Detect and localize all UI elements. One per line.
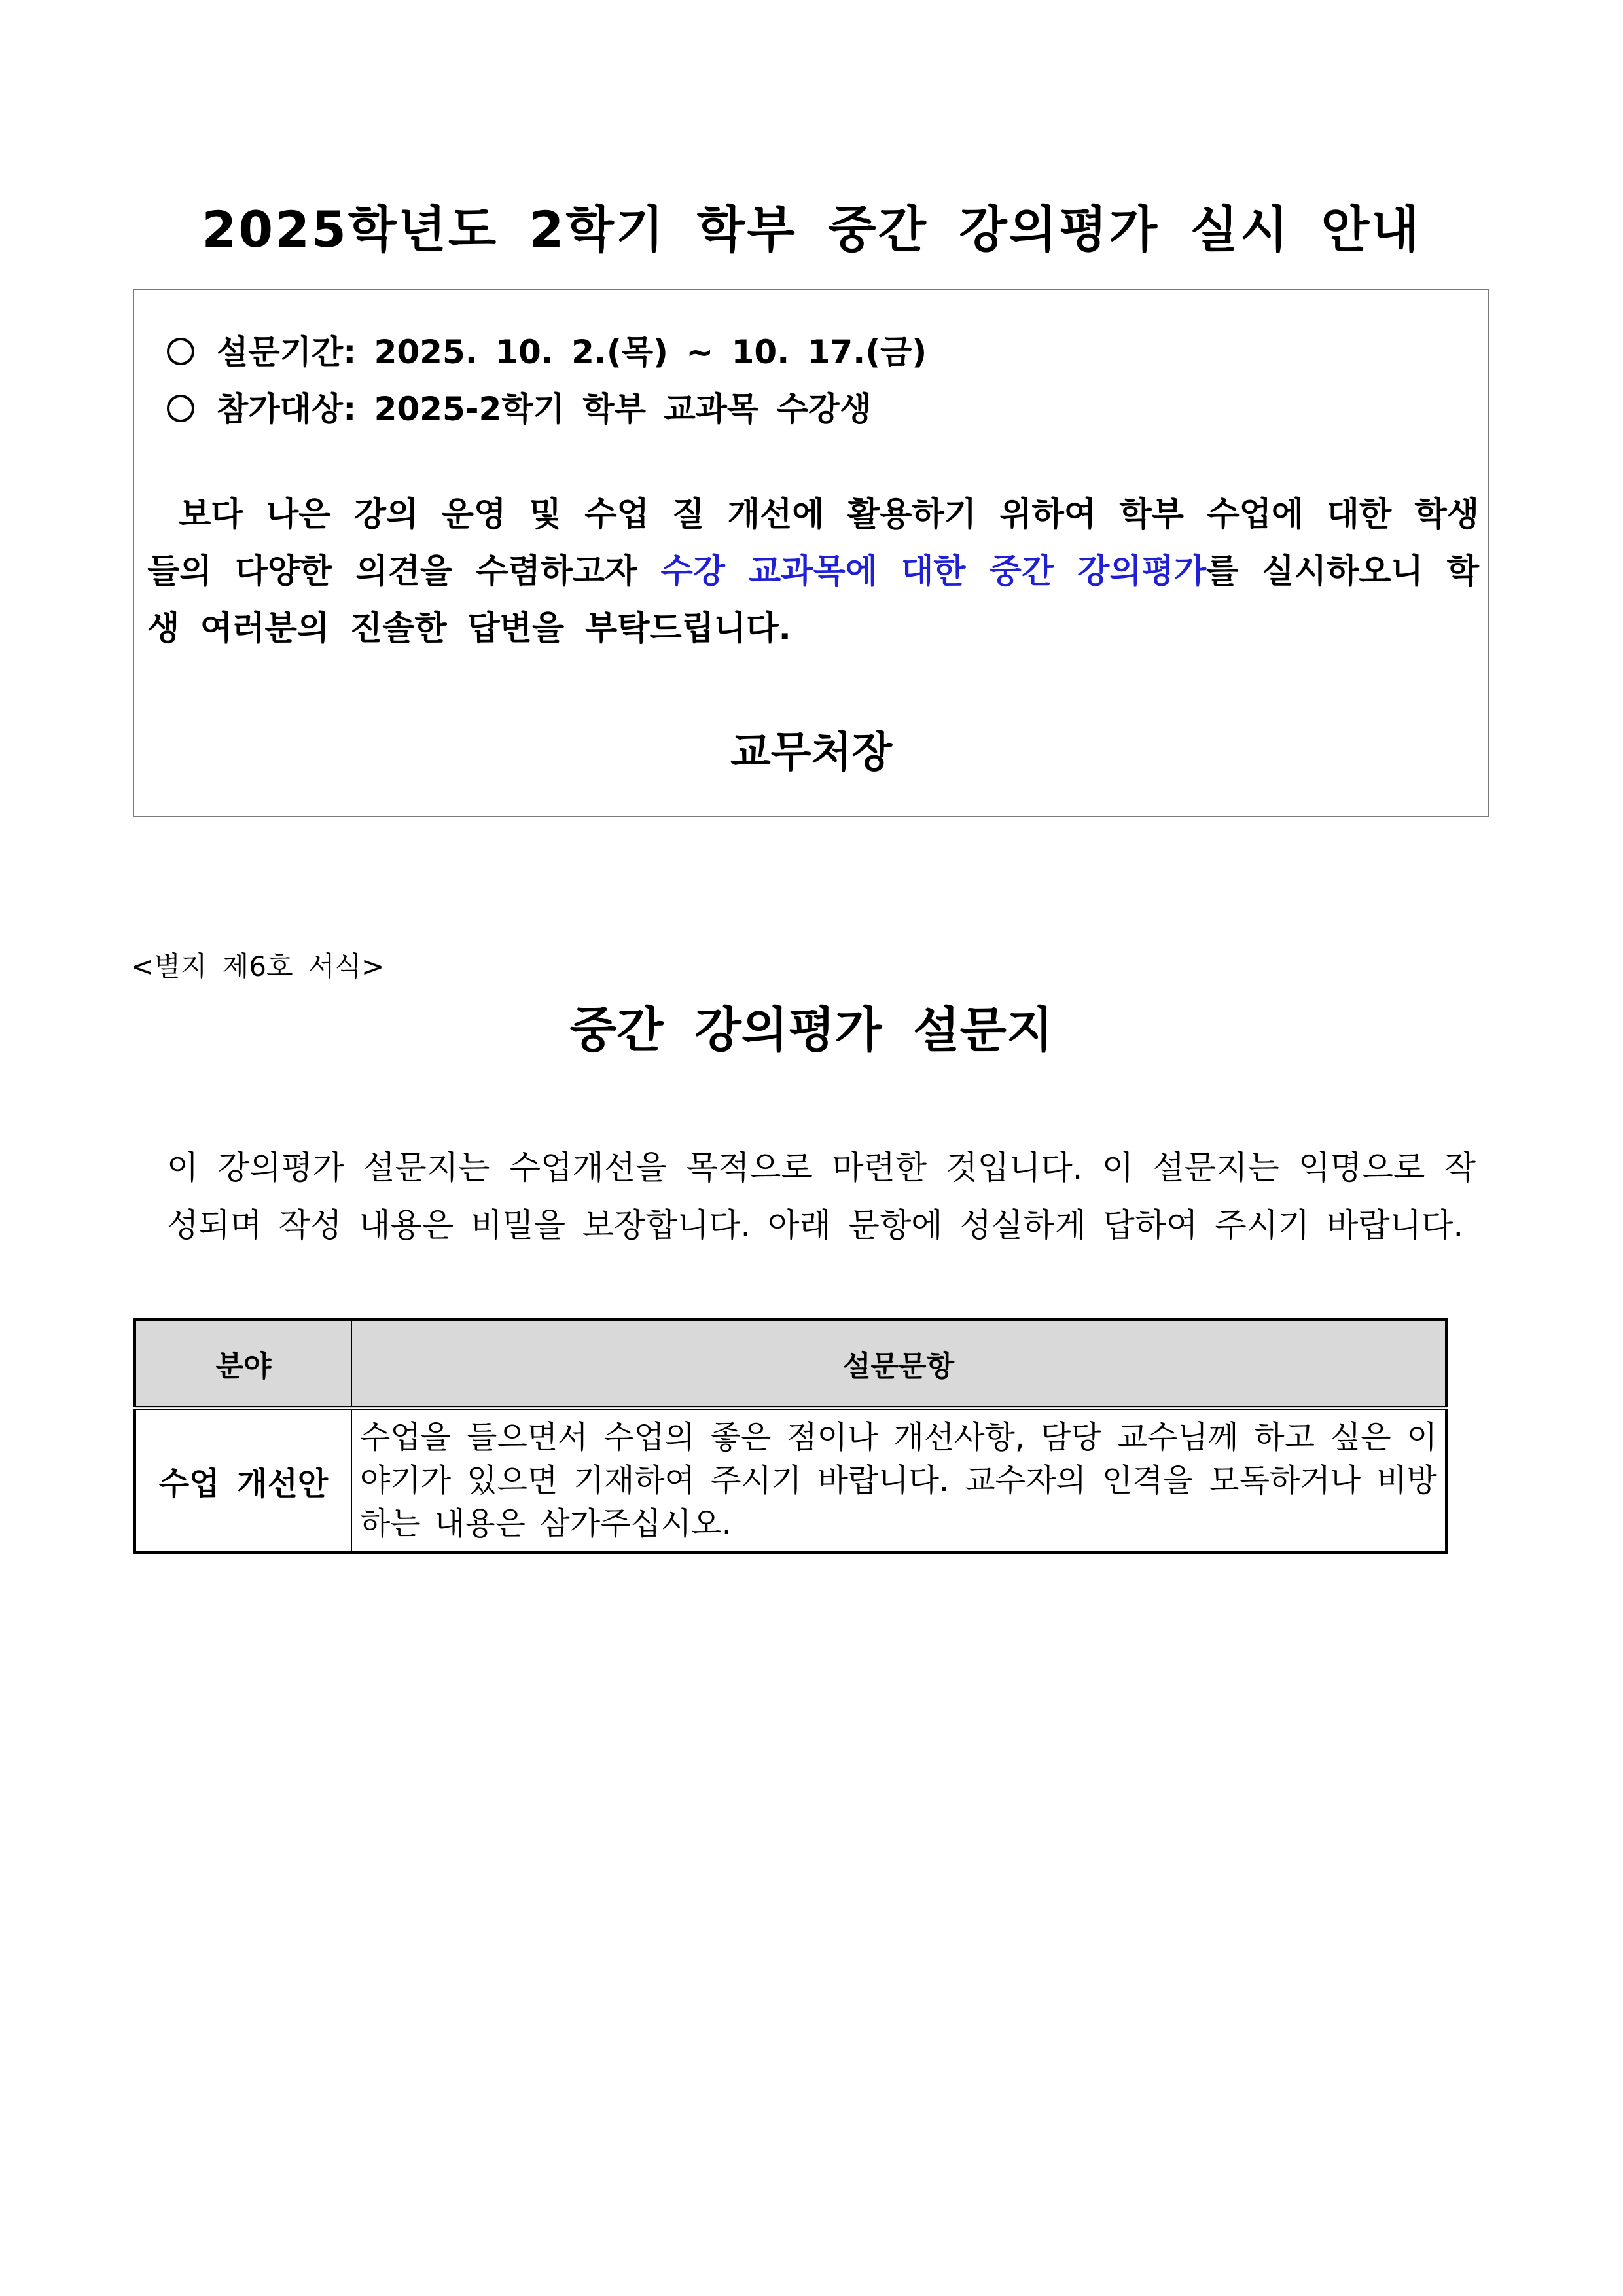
table-row bbox=[135, 1408, 1447, 1552]
notice-box bbox=[133, 289, 1489, 817]
participant-target-text: 참가대상: 2025-2학기 학부 교과목 수강생 bbox=[217, 390, 872, 428]
survey-table bbox=[133, 1318, 1448, 1554]
cell-area: 수업 개선안 bbox=[135, 1408, 352, 1552]
table-header-row bbox=[135, 1319, 1447, 1408]
survey-period bbox=[167, 326, 927, 373]
notice-body-end: 를 실시하오니 학생 여러분의 진솔한 답변을 부탁드립니다. bbox=[147, 552, 1480, 648]
bullet-circle-icon bbox=[167, 338, 194, 365]
participant-target bbox=[167, 383, 872, 430]
notice-body-start: 보다 나은 강의 운영 및 수업 질 개선에 활용하기 위하여 학부 수업에 대한 학생들의 다양한 의견을 수렴하고자 bbox=[147, 495, 1479, 591]
form-number: <별지 제6호 서식> bbox=[131, 950, 385, 982]
survey-intro: 이 강의평가 설문지는 수업개선을 목적으로 마련한 것입니다. 이 설문지는 익명으로 작성되며 작성 내용은 비밀을 보장합니다. 아래 문항에 성실하게 답하여 주시기 바랍니다. bbox=[167, 1149, 1476, 1244]
notice-body-highlight: 수강 교과목에 대한 중간 강의평가 bbox=[660, 552, 1207, 591]
cell-question: 수업을 들으면서 수업의 좋은 점이나 개선사항, 담당 교수님께 하고 싶은 이야기가 있으면 기재하여 주시기 바랍니다. 교수자의 인격을 모독하거나 비방하는 내용은 삼가주십시오. bbox=[351, 1408, 1447, 1552]
notice-body bbox=[147, 486, 1479, 657]
bullet-circle-icon bbox=[167, 395, 194, 422]
survey-title: 중간 강의평가 설문지 bbox=[569, 1002, 1054, 1058]
header-question: 설문문항 bbox=[351, 1319, 1447, 1408]
survey-period-text: 설문기간: 2025. 10. 2.(목) ~ 10. 17.(금) bbox=[217, 333, 927, 371]
notice-title: 2025학년도 2학기 학부 중간 강의평가 실시 안내 bbox=[202, 200, 1421, 259]
signature: 교무처장 bbox=[730, 728, 893, 777]
header-area: 분야 bbox=[135, 1319, 352, 1408]
